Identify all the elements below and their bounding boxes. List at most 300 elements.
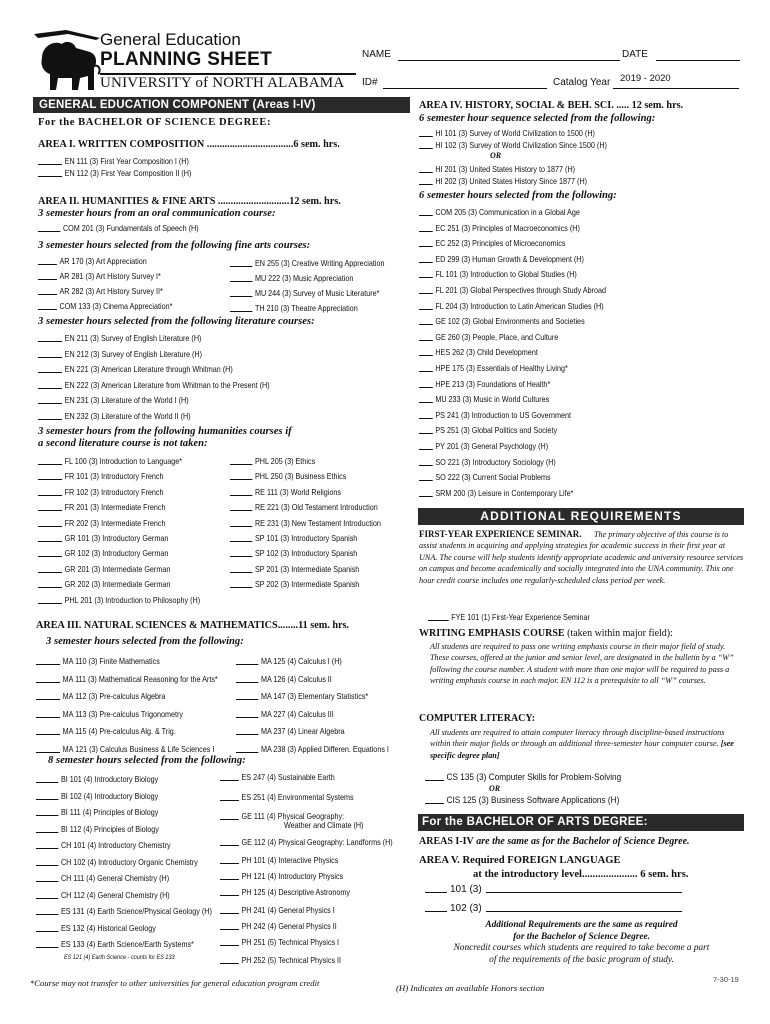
- date-label: DATE: [622, 49, 648, 60]
- social-course-checkbox[interactable]: [419, 395, 433, 403]
- science-left-checkbox[interactable]: [36, 825, 58, 833]
- science-left-item: [36, 923, 156, 933]
- humanities-right-checkbox[interactable]: [230, 580, 252, 588]
- humanities-left-label: FL 100 (3) Introduction to Language*: [64, 456, 183, 466]
- science-left-checkbox[interactable]: [36, 792, 58, 800]
- literature-course-item: [38, 395, 189, 405]
- lion-logo-icon: [32, 28, 102, 98]
- math-left-label: MA 115 (4) Pre-calculus Alg. & Trig.: [62, 726, 176, 736]
- math-right-label: MA 227 (4) Calculus III: [260, 708, 334, 719]
- social-course-checkbox[interactable]: [419, 442, 433, 450]
- math-right-checkbox[interactable]: [236, 692, 258, 700]
- area4-heading: AREA IV. HISTORY, SOCIAL & BEH. SCI. ..... 12 sem. hrs.: [419, 100, 684, 111]
- social-course-checkbox[interactable]: [419, 348, 433, 356]
- social-course-item: [419, 301, 604, 311]
- fine-arts-left-item: [38, 256, 147, 266]
- humanities-left-checkbox[interactable]: [38, 565, 62, 573]
- math-right-label: MA 238 (3) Applied Differen. Equations I: [260, 743, 389, 754]
- humanities-left-label: FR 202 (3) Intermediate French: [64, 517, 166, 528]
- math-right-checkbox[interactable]: [236, 710, 258, 718]
- social-course-label: PS 241 (3) Introduction to US Government: [435, 409, 572, 420]
- history-seq-b-label: HI 202 (3) United States History Since 1877 (H): [435, 176, 588, 186]
- literature-course-label: EN 211 (3) Survey of English Literature (H): [64, 333, 202, 343]
- social-course-checkbox[interactable]: [419, 208, 433, 216]
- cl-or: OR: [489, 784, 501, 793]
- humanities-heading-2: a second literature course is not taken:: [38, 438, 208, 449]
- area1-course-checkbox[interactable]: [38, 169, 62, 177]
- cs135-label: CS 135 (3) Computer Skills for Problem-Solving: [446, 772, 622, 783]
- social-course-checkbox[interactable]: [419, 302, 433, 310]
- history-seq-b-item: [419, 176, 587, 186]
- social-course-checkbox[interactable]: [419, 270, 433, 278]
- science-right-item: [220, 792, 354, 802]
- catalog-field[interactable]: [613, 88, 739, 89]
- science-left-label: ES 131 (4) Earth Science/Physical Geology (H): [60, 906, 212, 916]
- humanities-left-checkbox[interactable]: [38, 519, 62, 527]
- humanities-right-label: RE 231 (3) New Testament Introduction: [254, 517, 381, 528]
- science-left-checkbox[interactable]: [36, 858, 58, 866]
- science-right-label: PH 252 (5) Technical Physics II: [241, 955, 342, 965]
- humanities-left-label: FR 201 (3) Intermediate French: [64, 502, 166, 513]
- science-left-item: [36, 857, 198, 867]
- science-right-label: GE 112 (4) Physical Geography: Landforms (H): [241, 837, 393, 847]
- humanities-left-item: [38, 533, 168, 543]
- fl-102-prefix-field[interactable]: [425, 904, 447, 912]
- science-right-item: [220, 955, 341, 965]
- science-left-item: [36, 873, 169, 883]
- humanities-right-label: RE 111 (3) World Religions: [254, 486, 342, 497]
- bs-degree-subbanner: For the BACHELOR OF SCIENCE DEGREE:: [38, 117, 272, 128]
- fl-101-label: 101 (3): [450, 884, 482, 895]
- science-right-checkbox[interactable]: [220, 888, 239, 896]
- cs135-item: [425, 772, 621, 783]
- science-right-item: [220, 855, 338, 865]
- social-course-item: [419, 207, 580, 217]
- cl-text: All students are required to attain computer literacy through discipline-based instructions within their major fields or through an additional three-semester hour computer course.: [430, 728, 725, 749]
- history-seq-a-label: HI 101 (3) Survey of World Civilization to 1500 (H): [435, 128, 595, 138]
- humanities-right-item: [230, 487, 341, 497]
- social-course-label: HES 262 (3) Child Development: [435, 347, 538, 358]
- social-course-item: [419, 441, 548, 451]
- humanities-right-item: [230, 564, 359, 574]
- cl-text-bold: [see specific degree plan]: [430, 739, 734, 760]
- history-or: OR: [490, 151, 502, 160]
- humanities-right-label: SP 101 (3) Introductory Spanish: [254, 533, 358, 543]
- social-course-label: PY 201 (3) General Psychology (H): [435, 441, 549, 451]
- humanities-left-item: [38, 595, 200, 605]
- social-course-label: HPE 213 (3) Foundations of Health*: [435, 378, 551, 389]
- fine-arts-right-item: [230, 273, 353, 283]
- social-course-label: SRM 200 (3) Leisure in Contemporary Life*: [435, 487, 574, 498]
- math-left-label: MA 110 (3) Finite Mathematics: [62, 656, 160, 666]
- social-course-item: [419, 425, 557, 435]
- humanities-right-item: [230, 518, 381, 528]
- science-right-item: [220, 887, 350, 897]
- additional-requirements-banner: ADDITIONAL REQUIREMENTS: [418, 508, 744, 525]
- social-course-label: PS 251 (3) Global Politics and Society: [435, 425, 558, 436]
- humanities-left-item: [38, 456, 182, 466]
- humanities-left-checkbox[interactable]: [38, 549, 62, 557]
- ba-note-line3: Noncredit courses which students are required to take become a part: [453, 943, 710, 953]
- oral-course-label: COM 201 (3) Fundamentals of Speech (H): [62, 223, 199, 233]
- literature-course-checkbox[interactable]: [38, 396, 62, 404]
- fine-arts-left-label: AR 170 (3) Art Appreciation: [59, 256, 147, 266]
- science-left-label: CH 101 (4) Introductory Chemistry: [60, 840, 171, 850]
- science-right-checkbox[interactable]: [220, 956, 239, 964]
- social-course-label: ED 299 (3) Human Growth & Development (H): [435, 253, 584, 264]
- date-field[interactable]: [656, 60, 740, 61]
- science-left-item: [36, 791, 158, 801]
- science-right-checkbox[interactable]: [220, 793, 239, 801]
- social-course-item: [419, 347, 538, 357]
- humanities-right-label: PHL 205 (3) Ethics: [254, 456, 316, 466]
- science-right-label: PH 242 (4) General Physics II: [241, 921, 337, 931]
- science-left-checkbox[interactable]: [36, 924, 58, 932]
- social-course-label: GE 102 (3) Global Environments and Societies: [435, 316, 585, 327]
- science-left-label: CH 112 (4) General Chemistry (H): [60, 889, 170, 900]
- math-right-checkbox[interactable]: [236, 657, 258, 665]
- humanities-left-label: GR 201 (3) Intermediate German: [64, 563, 171, 574]
- science-heading: 8 semester hours selected from the following:: [48, 755, 246, 766]
- math-right-item: [236, 674, 332, 684]
- social-course-item: [419, 269, 577, 279]
- humanities-left-label: FR 101 (3) Introductory French: [64, 471, 164, 482]
- literature-course-label: EN 212 (3) Survey of English Literature (H): [64, 348, 202, 359]
- literature-course-checkbox[interactable]: [38, 334, 62, 342]
- social-course-checkbox[interactable]: [419, 426, 433, 434]
- es121-note: ES 121 (4) Earth Science - counts for ES 133: [64, 954, 175, 961]
- social-course-checkbox[interactable]: [419, 473, 433, 481]
- fine-arts-right-item: [230, 288, 379, 298]
- science-right-label: GE 111 (4) Physical Geography:: [241, 811, 345, 821]
- math-left-label: MA 113 (3) Pre-calculus Trigonometry: [62, 708, 184, 719]
- math-right-label: MA 147 (3) Elementary Statistics*: [260, 691, 369, 701]
- area1-heading: AREA I. WRITTEN COMPOSITION ..................................6 sem. hrs.: [38, 139, 340, 150]
- area3-heading: AREA III. NATURAL SCIENCES & MATHEMATICS........11 sem. hrs.: [36, 620, 350, 631]
- humanities-right-checkbox[interactable]: [230, 519, 252, 527]
- math-left-item: [36, 656, 160, 666]
- humanities-right-checkbox[interactable]: [230, 472, 252, 480]
- fine-arts-right-checkbox[interactable]: [230, 274, 252, 282]
- humanities-right-item: [230, 533, 357, 543]
- id-field[interactable]: [383, 88, 547, 89]
- science-right-checkbox[interactable]: [220, 838, 239, 846]
- science-left-checkbox[interactable]: [36, 874, 58, 882]
- science-left-item: [36, 906, 212, 916]
- literature-course-checkbox[interactable]: [38, 365, 62, 373]
- university-logo: [32, 28, 102, 98]
- science-left-checkbox[interactable]: [36, 891, 58, 899]
- literature-course-item: [38, 411, 191, 421]
- humanities-left-item: [38, 579, 170, 589]
- math-left-checkbox[interactable]: [36, 710, 60, 718]
- social-course-item: [419, 472, 551, 482]
- math-left-checkbox[interactable]: [36, 727, 60, 735]
- humanities-right-checkbox[interactable]: [230, 549, 252, 557]
- fine-arts-left-label: AR 282 (3) Art History Survey II*: [59, 286, 163, 296]
- fine-arts-left-checkbox[interactable]: [38, 287, 57, 295]
- humanities-left-item: [38, 471, 164, 481]
- social-course-label: FL 204 (3) Introduction to Latin American Studies (H): [435, 300, 604, 311]
- cis125-checkbox[interactable]: [425, 796, 444, 804]
- humanities-right-item: [230, 548, 357, 558]
- oral-course-item: [38, 223, 199, 233]
- computer-literacy-heading: COMPUTER LITERACY:: [419, 713, 536, 724]
- science-left-label: ES 132 (4) Historical Geology: [60, 922, 156, 933]
- fine-arts-right-label: MU 244 (3) Survey of Music Literature*: [254, 288, 380, 298]
- math-right-label: MA 126 (4) Calculus II: [260, 673, 332, 684]
- science-left-item: [36, 824, 159, 834]
- math-left-item: [36, 674, 218, 684]
- literature-course-item: [38, 380, 270, 390]
- ba-note-line4: of the requirements of the basic program of study.: [489, 954, 674, 965]
- ba-areas-italic: are the same as for the Bachelor of Science Degree.: [476, 836, 690, 847]
- humanities-heading-1: 3 semester hours from the following humanities courses if: [38, 426, 292, 437]
- fys-heading: FIRST-YEAR EXPERIENCE SEMINAR.: [419, 529, 582, 539]
- area1-course-item: [38, 168, 191, 178]
- transfer-footnote: *Course may not transfer to other universities for general education program credit: [30, 978, 320, 988]
- social-course-label: GE 260 (3) People, Place, and Culture: [435, 331, 559, 342]
- humanities-left-label: GR 101 (3) Introductory German: [64, 533, 169, 543]
- social-heading: 6 semester hours selected from the following:: [419, 190, 617, 201]
- literature-course-item: [38, 364, 233, 374]
- humanities-left-label: GR 102 (3) Introductory German: [64, 548, 169, 559]
- humanities-right-label: SP 202 (3) Intermediate Spanish: [254, 579, 360, 590]
- social-course-checkbox[interactable]: [419, 333, 433, 341]
- title-line2: PLANNING SHEET: [100, 49, 273, 70]
- science-left-label: ES 133 (4) Earth Science/Earth Systems*: [60, 939, 194, 949]
- fine-arts-right-checkbox[interactable]: [230, 259, 252, 267]
- ba-note-line1: Additional Requirements are the same as required: [485, 920, 678, 930]
- fl-102-label: 102 (3): [450, 903, 482, 914]
- humanities-left-checkbox[interactable]: [38, 457, 62, 465]
- math-left-checkbox[interactable]: [36, 692, 60, 700]
- science-right-item: [220, 871, 343, 881]
- math-right-item: [236, 726, 345, 736]
- history-heading: 6 semester hour sequence selected from the following:: [419, 113, 656, 124]
- social-course-item: [419, 316, 585, 326]
- science-left-item: [36, 840, 171, 850]
- fine-arts-left-checkbox[interactable]: [38, 257, 57, 265]
- literature-course-label: EN 231 (3) Literature of the World I (H): [64, 395, 189, 405]
- science-right-label: PH 101 (4) Interactive Physics: [241, 855, 339, 865]
- fine-arts-left-item: [38, 286, 163, 296]
- math-right-item: [236, 744, 389, 754]
- fine-arts-left-checkbox[interactable]: [38, 302, 57, 310]
- humanities-left-checkbox[interactable]: [38, 534, 62, 542]
- science-left-checkbox[interactable]: [36, 808, 58, 816]
- literature-course-label: EN 232 (3) Literature of the World II (H): [64, 410, 191, 421]
- humanities-left-item: [38, 502, 166, 512]
- science-left-checkbox[interactable]: [36, 940, 58, 948]
- literature-course-checkbox[interactable]: [38, 350, 62, 358]
- social-course-label: SO 221 (3) Introductory Sociology (H): [435, 456, 556, 467]
- social-course-checkbox[interactable]: [419, 286, 433, 294]
- humanities-left-checkbox[interactable]: [38, 472, 62, 480]
- social-course-label: FL 201 (3) Global Perspectives through Study Abroad: [435, 285, 607, 295]
- humanities-right-checkbox[interactable]: [230, 488, 252, 496]
- cl-description: [430, 727, 744, 761]
- science-right-checkbox[interactable]: [220, 773, 239, 781]
- math-left-item: [36, 709, 183, 719]
- name-label: NAME: [362, 49, 391, 60]
- literature-course-checkbox[interactable]: [38, 412, 62, 420]
- fl-101-prefix-field[interactable]: [425, 885, 447, 893]
- science-right-item: [220, 837, 393, 847]
- humanities-left-checkbox[interactable]: [38, 580, 62, 588]
- science-left-label: BI 111 (4) Principles of Biology: [60, 807, 159, 817]
- literature-course-item: [38, 333, 201, 343]
- humanities-right-checkbox[interactable]: [230, 457, 252, 465]
- math-right-item: [236, 656, 342, 666]
- science-right-checkbox[interactable]: [220, 938, 239, 946]
- fl-101-course-field[interactable]: [486, 885, 682, 893]
- id-label: ID#: [362, 77, 378, 88]
- social-course-checkbox[interactable]: [419, 364, 433, 372]
- fl-102-course-field[interactable]: [486, 904, 682, 912]
- social-course-item: [419, 332, 558, 342]
- cs135-checkbox[interactable]: [425, 773, 444, 781]
- literature-course-label: EN 222 (3) American Literature from Whitman to the Present (H): [64, 379, 270, 390]
- humanities-right-label: RE 221 (3) Old Testament Introduction: [254, 502, 378, 513]
- humanities-left-checkbox[interactable]: [38, 488, 62, 496]
- math-left-label: MA 112 (3) Pre-calculus Algebra: [62, 691, 166, 701]
- we-description: All students are required to pass one writing emphasis course in their major field of study. These courses, offered at the junior and senior level, are designated in the bulletin by a “W” following the course number. A student with more than one major will be required to pass a writing emphasis course in each major. EN 112 is a prerequisite to all “W” courses.: [430, 642, 734, 686]
- honors-note: (H) Indicates an available Honors section: [396, 983, 545, 993]
- social-course-label: HPE 175 (3) Essentials of Healthy Living*: [435, 363, 568, 373]
- social-course-checkbox[interactable]: [419, 239, 433, 247]
- area1-course-label: EN 111 (3) First Year Composition I (H): [64, 156, 189, 166]
- humanities-right-item: [230, 456, 315, 466]
- oral-course-checkbox[interactable]: [38, 224, 60, 232]
- ge111-continuation: Weather and Climate (H): [284, 820, 364, 830]
- history-seq-a-item: [419, 128, 595, 138]
- social-course-item: [419, 238, 565, 248]
- math-right-checkbox[interactable]: [236, 745, 258, 753]
- history-seq-a-label: HI 102 (3) Survey of World Civilization Since 1500 (H): [435, 140, 607, 150]
- social-course-label: EC 252 (3) Principles of Microeconomics: [435, 238, 566, 249]
- social-course-item: [419, 457, 556, 467]
- university-name: UNIVERSITY of NORTH ALABAMA: [100, 75, 345, 91]
- area5-heading-2: at the introductory level..................... 6 sem. hrs.: [473, 869, 689, 880]
- science-left-checkbox[interactable]: [36, 775, 58, 783]
- science-right-checkbox[interactable]: [220, 922, 239, 930]
- fine-arts-left-label: AR 281 (3) Art History Survey I*: [59, 271, 161, 281]
- social-course-checkbox[interactable]: [419, 380, 433, 388]
- fine-arts-right-checkbox[interactable]: [230, 304, 252, 312]
- math-left-checkbox[interactable]: [36, 675, 60, 683]
- literature-course-item: [38, 349, 202, 359]
- social-course-item: [419, 410, 571, 420]
- history-seq-a-item: [419, 140, 607, 150]
- fine-arts-left-checkbox[interactable]: [38, 272, 57, 280]
- science-right-item: [220, 921, 337, 931]
- revision-date: 7-30-19: [713, 975, 739, 984]
- math-right-checkbox[interactable]: [236, 727, 258, 735]
- fys-course-label: FYE 101 (1) First-Year Experience Seminar: [451, 612, 590, 622]
- fys-checkbox[interactable]: [428, 613, 449, 621]
- science-right-label: ES 251 (4) Environmental Systems: [241, 792, 354, 802]
- science-left-label: CH 111 (4) General Chemistry (H): [60, 873, 170, 883]
- history-seq-a-checkbox[interactable]: [419, 141, 433, 149]
- humanities-right-checkbox[interactable]: [230, 503, 252, 511]
- ba-note: [419, 920, 744, 966]
- fine-arts-right-checkbox[interactable]: [230, 289, 252, 297]
- math-right-label: MA 125 (4) Calculus I (H): [260, 656, 342, 666]
- fine-arts-left-item: [38, 271, 161, 281]
- fine-arts-right-label: MU 222 (3) Music Appreciation: [254, 273, 354, 283]
- humanities-left-label: GR 202 (3) Intermediate German: [64, 579, 171, 590]
- social-course-checkbox[interactable]: [419, 458, 433, 466]
- fine-arts-left-label: COM 133 (3) Cinema Appreciation*: [59, 301, 173, 311]
- ba-areas-note: [419, 836, 690, 847]
- humanities-right-checkbox[interactable]: [230, 534, 252, 542]
- catalog-value: 2019 - 2020: [620, 73, 671, 84]
- math-heading: 3 semester hours selected from the following:: [46, 636, 244, 647]
- ba-areas-bold: AREAS I-IV: [419, 836, 474, 847]
- science-left-item: [36, 774, 158, 784]
- math-left-label: MA 121 (3) Calculus Business & Life Sciences I: [62, 743, 215, 754]
- history-seq-a-checkbox[interactable]: [419, 129, 433, 137]
- area1-course-label: EN 112 (3) First Year Composition II (H): [64, 168, 192, 178]
- humanities-left-checkbox[interactable]: [38, 596, 62, 604]
- ba-degree-banner: For the BACHELOR OF ARTS DEGREE:: [418, 814, 744, 831]
- literature-heading: 3 semester hours selected from the following literature courses:: [38, 316, 315, 327]
- math-left-item: [36, 726, 176, 736]
- humanities-right-checkbox[interactable]: [230, 565, 252, 573]
- math-left-label: MA 111 (3) Mathematical Reasoning for the Arts*: [62, 673, 218, 684]
- social-course-item: [419, 488, 573, 498]
- social-course-label: SO 222 (3) Current Social Problems: [435, 472, 551, 483]
- humanities-right-label: SP 201 (3) Intermediate Spanish: [254, 563, 360, 574]
- social-course-item: [419, 285, 606, 295]
- science-left-item: [36, 807, 158, 817]
- social-course-checkbox[interactable]: [419, 489, 433, 497]
- humanities-left-item: [38, 487, 164, 497]
- social-course-label: COM 205 (3) Communication in a Global Age: [435, 207, 580, 217]
- fine-arts-right-item: [230, 258, 385, 268]
- social-course-checkbox[interactable]: [419, 224, 433, 232]
- humanities-right-item: [230, 579, 359, 589]
- science-right-label: PH 241 (4) General Physics I: [241, 905, 335, 915]
- science-left-item: [36, 890, 170, 900]
- math-left-checkbox[interactable]: [36, 657, 60, 665]
- social-course-checkbox[interactable]: [419, 255, 433, 263]
- fys-course-item: [428, 612, 590, 622]
- math-right-checkbox[interactable]: [236, 675, 258, 683]
- science-right-checkbox[interactable]: [220, 812, 239, 820]
- area1-course-checkbox[interactable]: [38, 157, 62, 165]
- math-left-checkbox[interactable]: [36, 745, 60, 753]
- history-seq-b-checkbox[interactable]: [419, 165, 433, 173]
- science-left-checkbox[interactable]: [36, 841, 58, 849]
- science-right-checkbox[interactable]: [220, 906, 239, 914]
- name-field[interactable]: [398, 60, 620, 61]
- math-left-item: [36, 691, 165, 701]
- history-seq-b-checkbox[interactable]: [419, 177, 433, 185]
- social-course-checkbox[interactable]: [419, 411, 433, 419]
- science-right-checkbox[interactable]: [220, 856, 239, 864]
- science-right-checkbox[interactable]: [220, 872, 239, 880]
- fine-arts-right-item: [230, 303, 358, 313]
- cis125-label: CIS 125 (3) Business Software Applications (H): [446, 795, 620, 806]
- math-left-item: [36, 744, 214, 754]
- humanities-left-checkbox[interactable]: [38, 503, 62, 511]
- science-left-checkbox[interactable]: [36, 907, 58, 915]
- cis125-item: [425, 795, 619, 806]
- social-course-checkbox[interactable]: [419, 317, 433, 325]
- literature-course-checkbox[interactable]: [38, 381, 62, 389]
